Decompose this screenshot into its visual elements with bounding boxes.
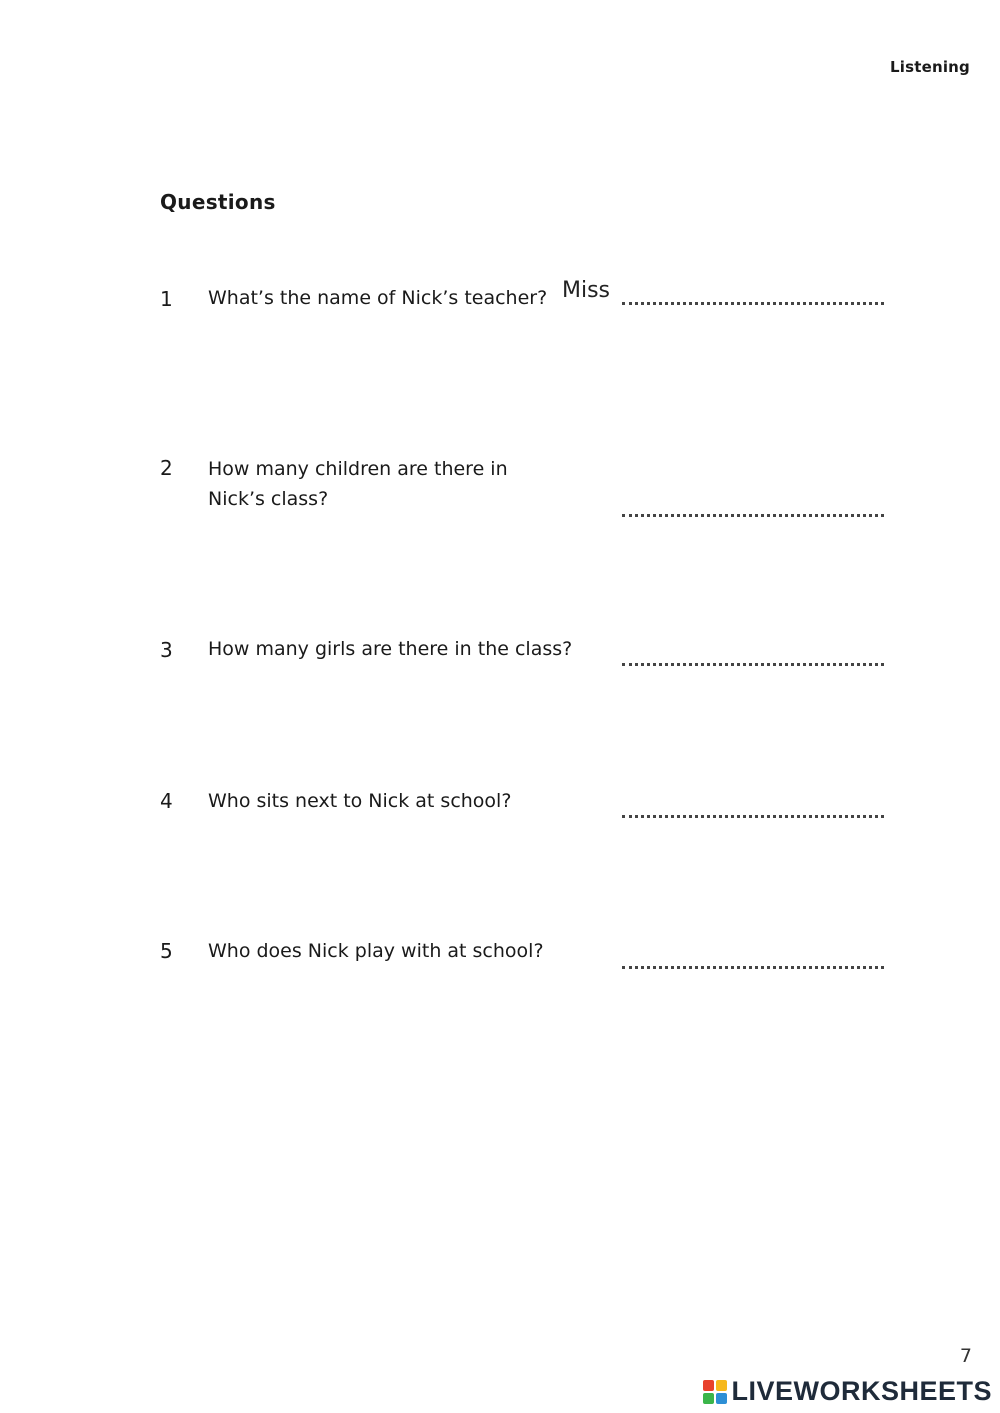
liveworksheets-logo-icon xyxy=(703,1380,727,1404)
logo-square-1 xyxy=(703,1380,714,1391)
logo-square-2 xyxy=(716,1380,727,1391)
answer-prefill-miss: Miss xyxy=(562,278,611,303)
answer-field-5[interactable] xyxy=(622,966,884,969)
question-text-3: How many girls are there in the class? xyxy=(208,638,573,660)
question-text-5: Who does Nick play with at school? xyxy=(208,940,544,962)
question-number-5: 5 xyxy=(160,939,173,963)
answer-field-1[interactable] xyxy=(622,302,884,305)
liveworksheets-watermark xyxy=(703,1376,992,1407)
question-number-1: 1 xyxy=(160,287,173,311)
question-text-4: Who sits next to Nick at school? xyxy=(208,790,512,812)
watermark-text: LIVEWORKSHEETS xyxy=(731,1376,992,1406)
question-text-1: What’s the name of Nick’s teacher? xyxy=(208,287,548,309)
section-label: Listening xyxy=(889,58,970,76)
questions-heading: Questions xyxy=(160,190,276,214)
question-text-2-line-2: Nick’s class? xyxy=(208,488,329,510)
answer-field-2[interactable] xyxy=(622,514,884,517)
answer-field-3[interactable] xyxy=(622,663,884,666)
answer-field-4[interactable] xyxy=(622,815,884,818)
page-number: 7 xyxy=(959,1345,972,1367)
question-number-3: 3 xyxy=(160,638,173,662)
question-number-2: 2 xyxy=(160,456,173,480)
logo-square-4 xyxy=(716,1393,727,1404)
question-text-2-line-1: How many children are there in xyxy=(208,458,508,480)
logo-square-3 xyxy=(703,1393,714,1404)
question-number-4: 4 xyxy=(160,789,173,813)
